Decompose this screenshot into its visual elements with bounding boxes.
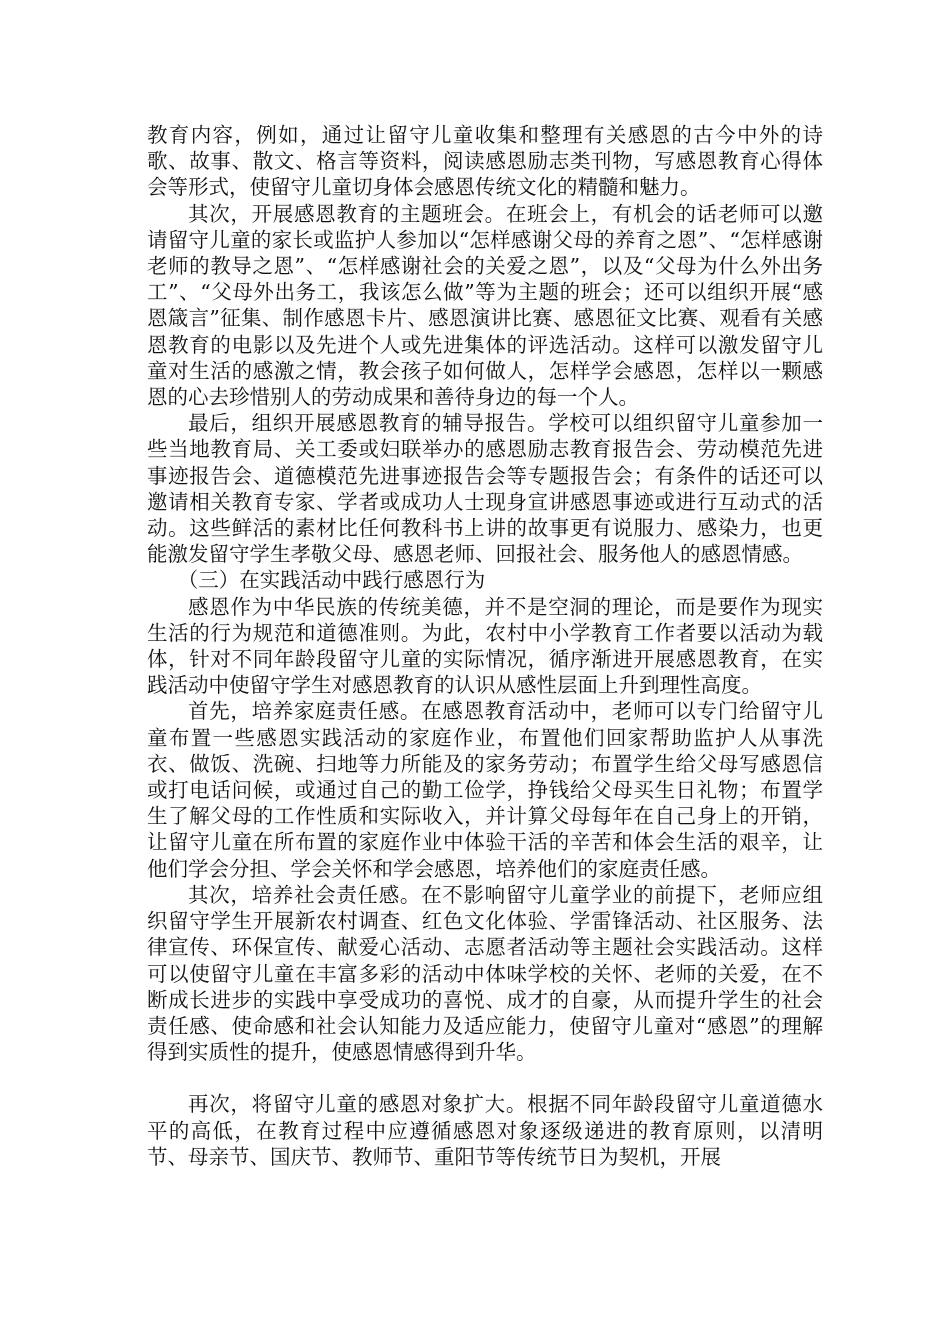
paragraph-expand-objects: 再次，将留守儿童的感恩对象扩大。根据不同年龄段留守儿童道德水平的高低，在教育过程中应遵循感恩对象逐级递进的教育原则，以清明节、母亲节、国庆节、教师节、重阳节等传统节日为契机，开展: [147, 1092, 823, 1169]
paragraph-class-meeting: 其次，开展感恩教育的主题班会。在班会上，有机会的话老师可以邀请留守儿童的家长或监护人参加以“怎样感谢父母的养育之恩”、“怎样感谢老师的教导之恩”、“怎样感谢社会的关爱之恩”，以及“父母为什么外出务工”、“父母外出务工，我该怎么做”等为主题的班会；还可以组织开展“感恩箴言”征集、制作感恩卡片、感恩演讲比赛、感恩征文比赛、观看有关感恩教育的电影以及先进个人或先进集体的评选活动。这样可以激发留守儿童对生活的感激之情，教会孩子如何做人，怎样学会感恩，怎样以一颗感恩的心去珍惜别人的劳动成果和善待身边的每一个人。: [147, 201, 823, 410]
section-heading: （三）在实践活动中践行感恩行为: [177, 568, 486, 593]
paragraph-report: 最后，组织开展感恩教育的辅导报告。学校可以组织留守儿童参加一些当地教育局、关工委或妇联举办的感恩励志教育报告会、劳动模范先进事迹报告会、道德模范先进事迹报告会等专题报告会；有条件的话还可以邀请相关教育专家、学者或成功人士现身宣讲感恩事迹或进行互动式的活动。这些鲜活的素材比任何教科书上讲的故事更有说服力、感染力，也更能激发留守学生孝敬父母、感恩老师、回报社会、服务他人的感恩情感。: [147, 411, 823, 567]
paragraph-family-responsibility: 首先，培养家庭责任感。在感恩教育活动中，老师可以专门给留守儿童布置一些感恩实践活动的家庭作业，布置他们回家帮助监护人从事洗衣、做饭、洗碗、扫地等力所能及的家务劳动；布置学生给父母写感恩信或打电话问候，或通过自己的勤工俭学，挣钱给父母买生日礼物；布置学生了解父母的工作性质和实际收入，并计算父母每年在自己身上的开销，让留守儿童在所布置的家庭作业中体验干活的辛苦和体会生活的艰辛，让他们学会分担、学会关怀和学会感恩，培养他们的家庭责任感。: [147, 699, 823, 881]
paragraph-continuation: 教育内容，例如，通过让留守儿童收集和整理有关感恩的古今中外的诗歌、故事、散文、格言等资料，阅读感恩励志类刊物，写感恩教育心得体会等形式，使留守儿童切身体会感恩传统文化的精髓和魅力。: [147, 123, 823, 200]
document-body: [147, 122, 823, 1170]
paragraph-practice-intro: 感恩作为中华民族的传统美德，并不是空洞的理论，而是要作为现实生活的行为规范和道德准则。为此，农村中小学教育工作者要以活动为载体，针对不同年龄段留守儿童的实际情况，循序渐进开展感恩教育，在实践活动中使留守学生对感恩教育的认识从感性层面上升到理性高度。: [147, 594, 823, 698]
paragraph-social-responsibility: 其次，培养社会责任感。在不影响留守儿童学业的前提下，老师应组织留守学生开展新农村调查、红色文化体验、学雷锋活动、社区服务、法律宣传、环保宣传、献爱心活动、志愿者活动等主题社会实践活动。这样可以使留守儿童在丰富多彩的活动中体味学校的关怀、老师的关爱，在不断成长进步的实践中享受成功的喜悦、成才的自豪，从而提升学生的社会责任感、使命感和社会认知能力及适应能力，使留守儿童对“感恩”的理解得到实质性的提升，使感恩情感得到升华。: [147, 882, 823, 1065]
